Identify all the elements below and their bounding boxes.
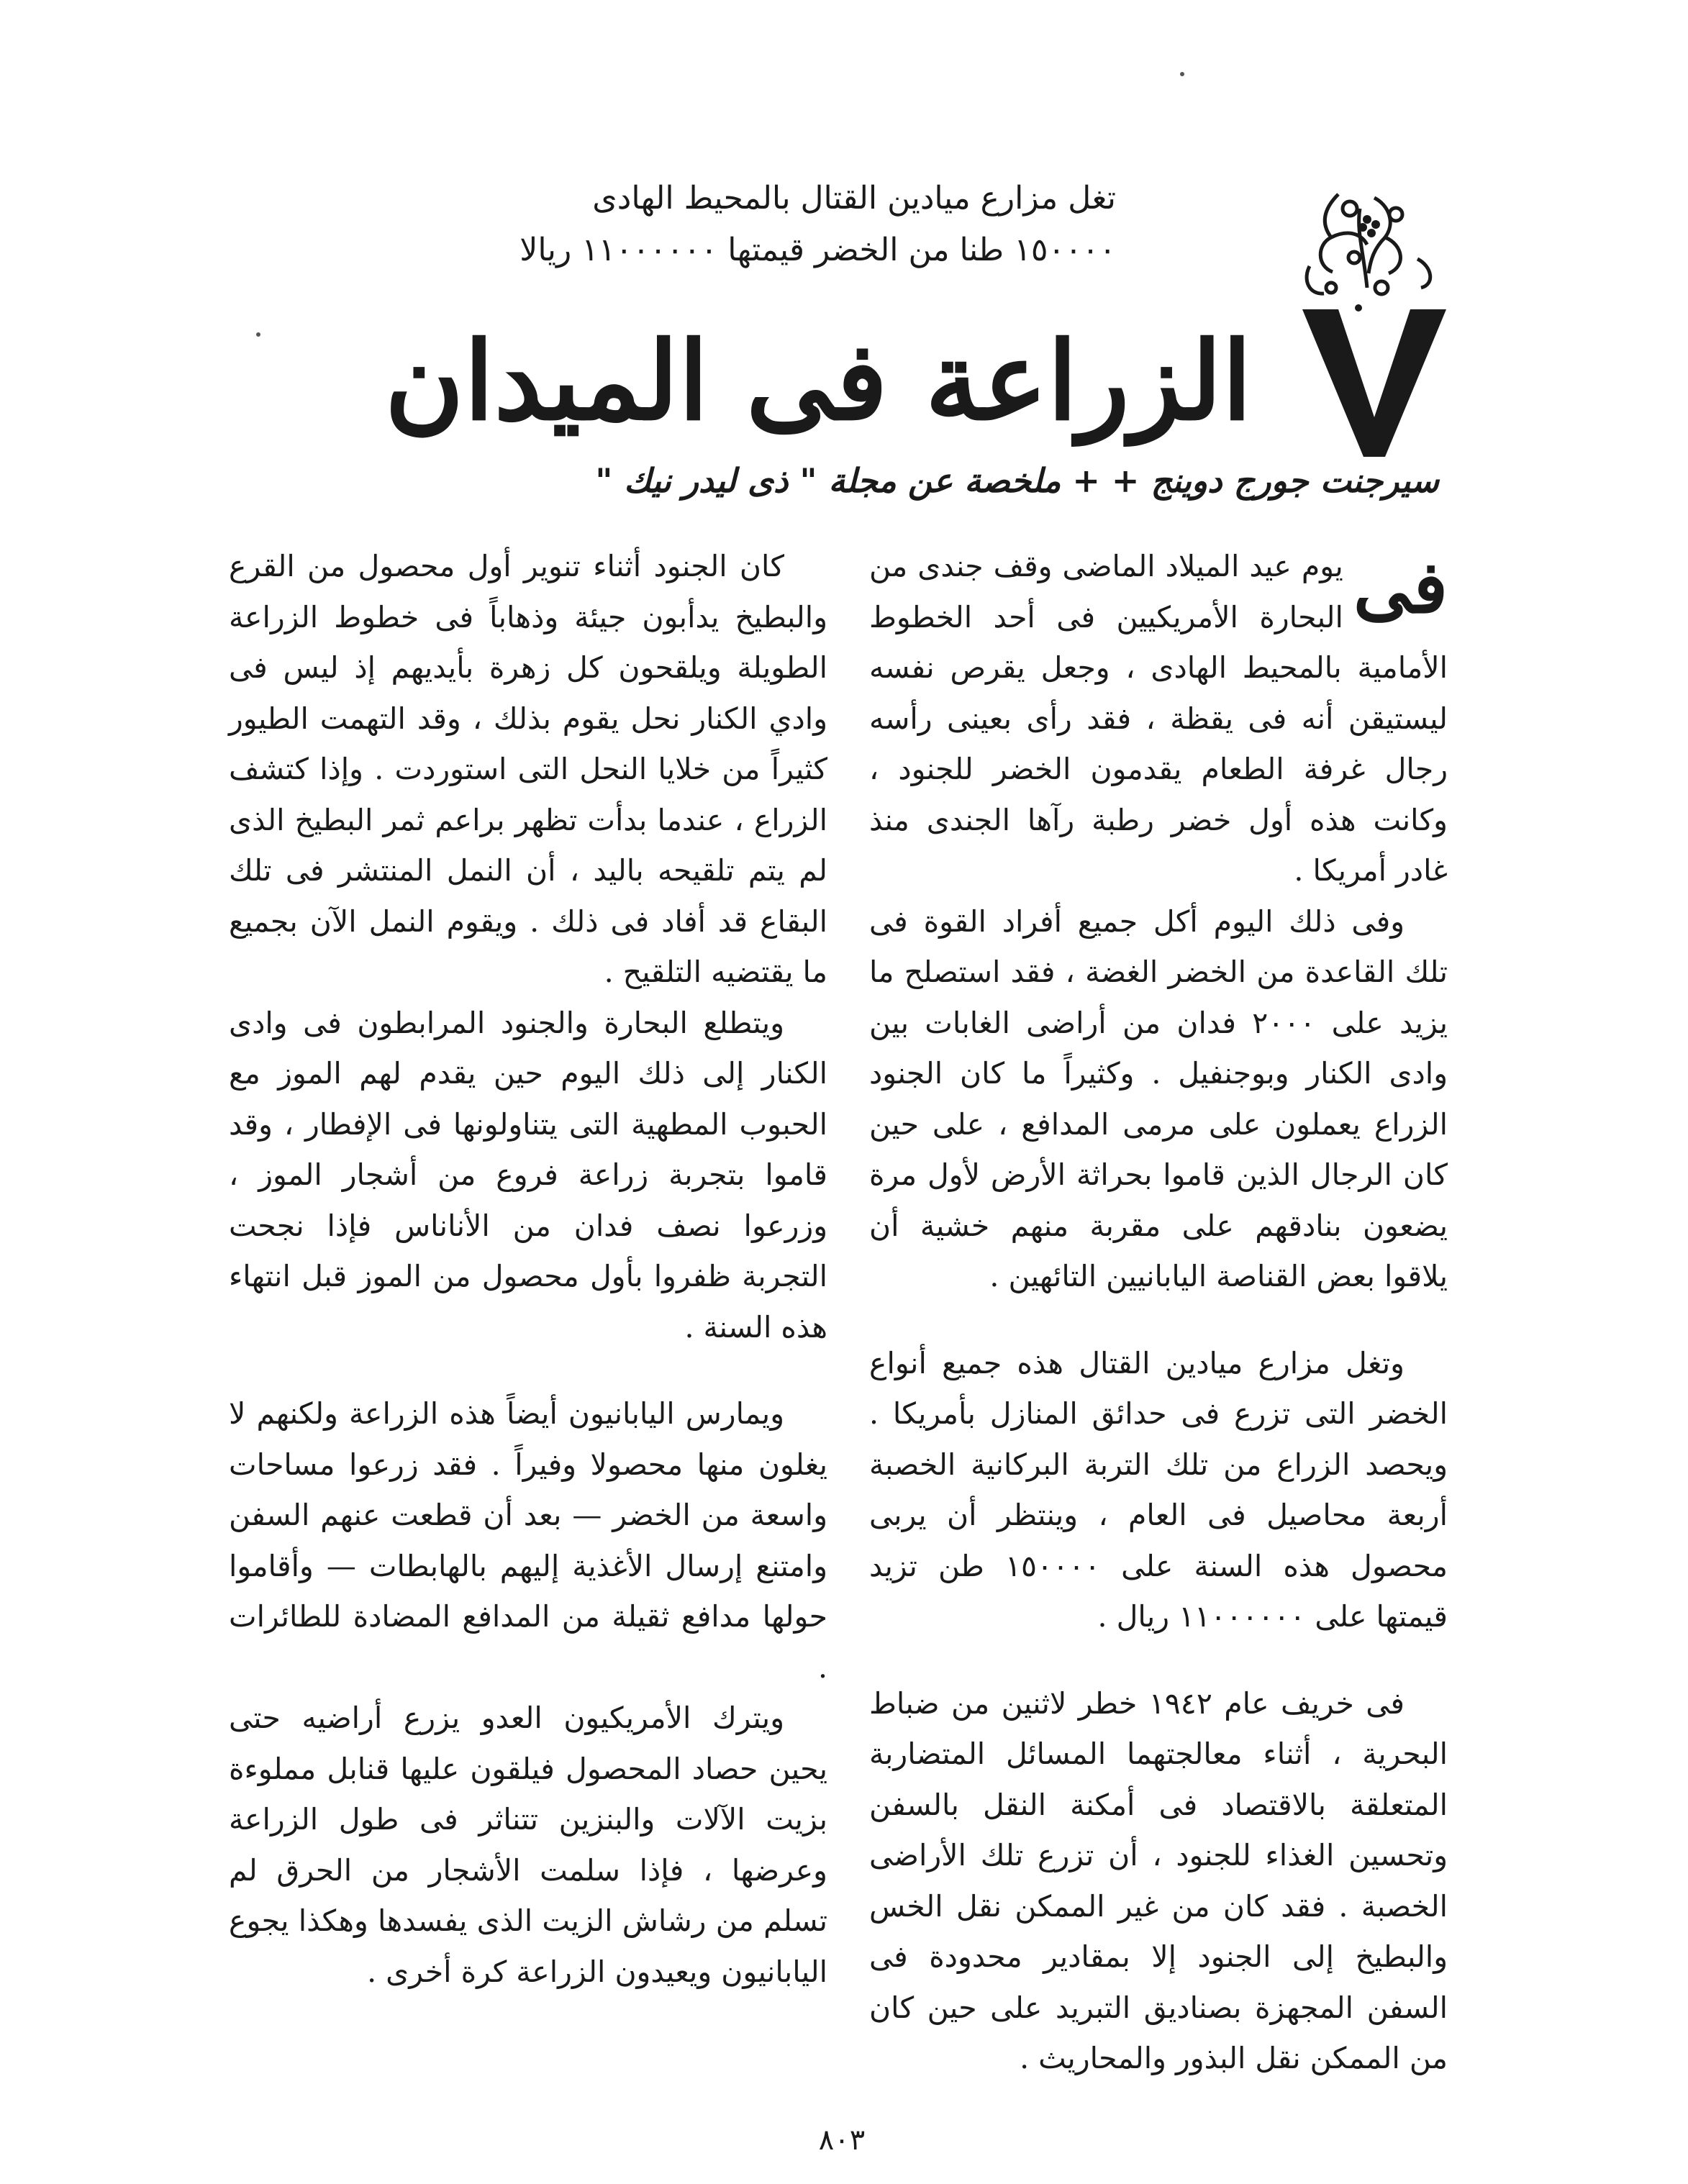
page-number: ٨٠٣ bbox=[818, 2124, 866, 2157]
article-byline: سيرجنت جورج دوينج + + ملخصة عن مجلة " ذى ليدر نيك " bbox=[595, 461, 1439, 500]
scan-speck bbox=[256, 332, 260, 337]
dropcap: فى bbox=[1353, 545, 1448, 629]
paragraph: ويتطلع البحارة والجنود المرابطون فى وادى الكنار إلى ذلك اليوم حين يقدم لهم الموز مع الحبوب المطهية التى يتناولونها فى الإفطار ، وقد قاموا بتجربة زراعة فروع من أشجار الموز ، وزرعوا نصف فدان من الأناناس فإذا نجحت التجربة ظفروا بأول محصول من الموز قبل انتهاء هذه السنة . bbox=[229, 1005, 827, 1344]
victory-v-with-vine-icon bbox=[1288, 180, 1461, 460]
right-column bbox=[869, 541, 1448, 2084]
paragraph: وتغل مزارع ميادين القتال هذه جميع أنواع الخضر التى تزرع فى حدائق المنازل بأمريكا . ويحصد الزراع من تلك التربة البركانية الخصبة أربعة محاصيل فى العام ، وينتظر أن يربى محصول هذه السنة على ١٥٠٠٠٠ طن تزيد قيمتها على ١١٠٠٠٠٠٠ ريال . bbox=[869, 1345, 1448, 1634]
paragraph: وفى ذلك اليوم أكل جميع أفراد القوة فى تلك القاعدة من الخضر الغضة ، فقد استصلح ما يزيد على ٢٠٠٠ فدان من أراضى الغابات بين وادى الكنار وبوجنفيل . وكثيراً ما كان الجنود الزراع يعملون على مرمى المدافع ، على حين كان الرجال الذين قاموا بحراثة الأرض لأول مرة يضعون بنادقهم على مقربة منهم خشية أن يلاقوا بعض القناصة اليابانيين التائهين . bbox=[869, 904, 1448, 1293]
paragraph: ويمارس اليابانيون أيضاً هذه الزراعة ولكنهم لا يغلون منها محصولا وفيراً . فقد زرعوا مساحات واسعة من الخضر — بعد أن قطعت عنهم السفن وامتنع إرسال الأغذية إليهم بالهابطات — وأقاموا حولها مدافع ثقيلة من المدافع المضادة للطائرات . bbox=[229, 1396, 827, 1685]
paragraph bbox=[869, 541, 1448, 896]
subtitle-line-2: ١٥٠٠٠٠ طنا من الخضر قيمتها ١١٠٠٠٠٠٠ ريالا bbox=[519, 232, 1116, 268]
article-title: الزراعة فى الميدان bbox=[384, 318, 1252, 445]
paragraph: ويترك الأمريكيون العدو يزرع أراضيه حتى يحين حصاد المحصول فيلقون عليها قنابل مملوءة بزيت الآلات والبنزين تتناثر فى طول الزراعة وعرضها ، فإذا سلمت الأشجار من الحرق لم تسلم من رشاش الزيت الذى يفسدها وهكذا يجوع اليابانيون ويعيدون الزراعة كرة أخرى . bbox=[229, 1701, 827, 1989]
subtitle-line-1: تغل مزارع ميادين القتال بالمحيط الهادى bbox=[592, 180, 1116, 217]
paragraph: كان الجنود أثناء تنوير أول محصول من القرع والبطيخ يدأبون جيئة وذهاباً فى خطوط الزراعة الطويلة ويلقحون كل زهرة بأيديهم إذ ليس فى وادي الكنار نحل يقوم بذلك ، وقد التهمت الطيور كثيراً من خلايا النحل التى استوردت . وإذا كتشف الزراع ، عندما بدأت تظهر براعم ثمر البطيخ الذى لم يتم تلقيحه باليد ، أن النمل المنتشر فى تلك البقاع قد أفاد فى ذلك . ويقوم النمل الآن بجميع ما يقتضيه التلقيح . bbox=[229, 549, 827, 989]
paragraph: فى خريف عام ١٩٤٢ خطر لاثنين من ضباط البحرية ، أثناء معالجتهما المسائل المتضاربة المتعلقة بالاقتصاد فى أمكنة النقل بالسفن وتحسين الغذاء للجنود ، أن تزرع تلك الأراضى الخصبة . فقد كان من غير الممكن نقل الخس والبطيخ إلى الجنود إلا بمقادير محدودة فى السفن المجهزة بصناديق التبريد على حين كان من الممكن نقل البذور والمحاريث . bbox=[869, 1685, 1448, 2075]
scan-speck bbox=[1180, 72, 1184, 76]
left-column bbox=[229, 541, 827, 1997]
paragraph-text: يوم عيد الميلاد الماضى وقف جندى من البحارة الأمريكيين فى أحد الخطوط الأمامية بالمحيط الهادى ، وجعل يقرص نفسه ليستيقن أنه فى يقظة ، فقد رأى بعينى رأسه رجال غرفة الطعام يقدمون الخضر للجنود ، وكانت هذه أول خضر رطبة رآها الجندى منذ غادر أمريكا . bbox=[869, 549, 1448, 888]
